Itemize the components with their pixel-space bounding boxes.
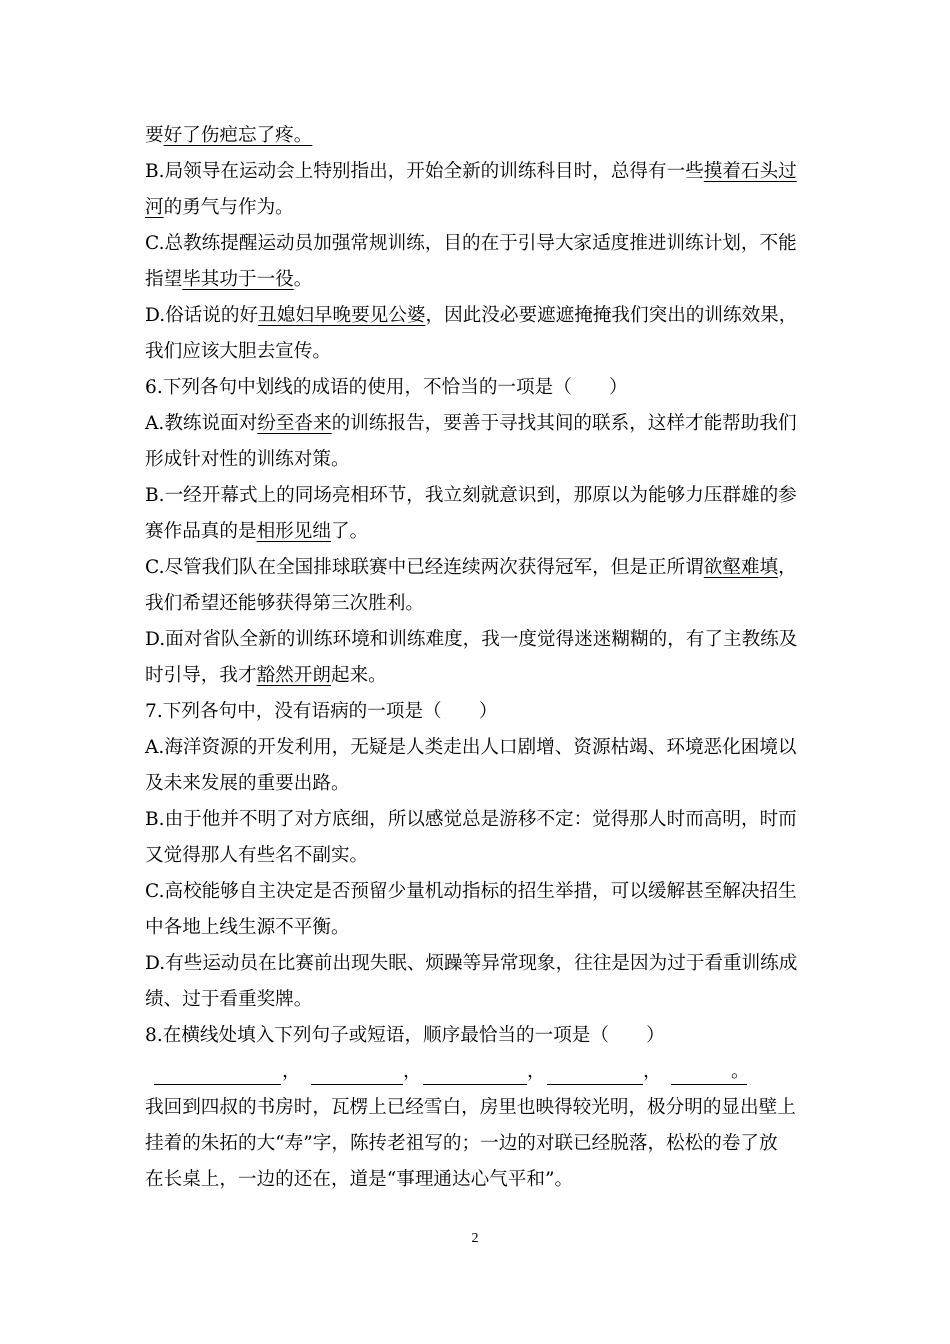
q6-option-a-idiom: 纷至沓来 xyxy=(257,413,332,434)
q6-option-b-text-end: 了。 xyxy=(330,521,369,542)
q5-option-c-line2 xyxy=(145,262,810,298)
q8-passage-line2: 挂着的朱拓的大“寿”字，陈抟老祖写的；一边的对联已经脱落，松松的卷了放 xyxy=(145,1133,778,1154)
q5-option-d-text-cont: ，因此没必要遮遮掩掩我们突出的训练效果， xyxy=(425,305,798,326)
blank-4[interactable] xyxy=(547,1084,643,1085)
q5-option-d-text: D.俗话说的好 xyxy=(145,305,259,326)
q7-stem: 7.下列各句中，没有语病的一项是（ ） xyxy=(145,701,498,722)
q5-option-b-idiom-cont: 河 xyxy=(145,197,164,218)
q6-option-b-line1: B.一经开幕式上的同场亮相环节，我立刻就意识到，那原以为能够力压群雄的参 xyxy=(145,485,797,506)
q8-stem: 8.在横线处填入下列句子或短语，顺序最恰当的一项是（ ） xyxy=(145,1025,665,1046)
q6-option-b-text: 赛作品真的是 xyxy=(145,521,257,542)
q5-option-d-line1 xyxy=(145,298,810,334)
q6-option-d-line2 xyxy=(145,658,810,694)
blank-1-punct: ， xyxy=(282,1061,301,1082)
q6-option-d-text: 时引导，我才 xyxy=(145,665,257,686)
q6-option-a-text-cont: 的训练报告，要善于寻找其间的联系，这样才能帮助我们 xyxy=(331,413,797,434)
q7-option-a-line1: A.海洋资源的开发利用，无疑是人类走出人口剧增、资源枯竭、环境恶化困境以 xyxy=(145,737,797,758)
q7-option-b-line1: B.由于他并不明了对方底细，所以感觉总是游移不定：觉得那人时而高明，时而 xyxy=(145,809,797,830)
q7-option-d-line2: 绩、过于看重奖牌。 xyxy=(145,989,313,1010)
q6-option-d-text-end: 起来。 xyxy=(330,665,387,686)
q7-option-b-line2: 又觉得那人有些名不副实。 xyxy=(145,845,369,866)
q5-option-b-text-cont: 的勇气与作为。 xyxy=(163,197,294,218)
q5-line-continuation xyxy=(145,118,810,154)
q5-option-d-line2: 我们应该大胆去宣传。 xyxy=(145,341,331,362)
blank-2[interactable] xyxy=(311,1084,403,1085)
q6-option-b-line2 xyxy=(145,514,810,550)
q6-stem: 6.下列各句中划线的成语的使用，不恰当的一项是（ ） xyxy=(145,377,628,398)
q5-underlined-idiom: 好了伤疤忘了疼。 xyxy=(163,125,313,146)
q5-option-b-line1 xyxy=(145,154,810,190)
q7-option-d-line1: D.有些运动员在比赛前出现失眠、烦躁等异常现象，往往是因为过于看重训练成 xyxy=(145,953,798,974)
q6-option-d-line1: D.面对省队全新的训练环境和训练难度，我一度觉得迷迷糊糊的，有了主教练及 xyxy=(145,629,798,650)
q6-option-c-line1 xyxy=(145,550,810,586)
q6-option-a-line2: 形成针对性的训练对策。 xyxy=(145,449,350,470)
blank-5-punct: 。 xyxy=(731,1061,750,1082)
q8-fill-blanks xyxy=(145,1054,810,1090)
blank-3-punct: ， xyxy=(527,1061,546,1082)
blank-4-punct: ， xyxy=(643,1061,662,1082)
q7-option-c-line2: 中各地上线生源不平衡。 xyxy=(145,917,350,938)
q6-option-b-idiom: 相形见绌 xyxy=(256,521,331,542)
q6-option-c-text-end: ， xyxy=(778,557,797,578)
q5-option-c-idiom: 毕其功于一役 xyxy=(182,269,294,290)
q5-option-b-line2 xyxy=(145,190,810,226)
q7-option-c-line1: C.高校能够自主决定是否预留少量机动指标的招生举措，可以缓解甚至解决招生 xyxy=(145,881,797,902)
q5-option-c-line1: C.总教练提醒运动员加强常规训练，目的在于引导大家适度推进训练计划，不能 xyxy=(145,233,797,254)
q5-option-b-text: B.局领导在运动会上特别指出，开始全新的训练科目时，总得有一些 xyxy=(145,161,704,182)
q7-option-a-line2: 及未来发展的重要出路。 xyxy=(145,773,350,794)
q6-option-c-idiom: 欲壑难填 xyxy=(703,557,779,578)
q6-option-a-line1 xyxy=(145,406,810,442)
q5-text: 要 xyxy=(145,125,164,146)
q8-passage-line1: 我回到四叔的书房时，瓦楞上已经雪白，房里也映得较光明，极分明的显出壁上 xyxy=(145,1097,796,1118)
q8-passage-line3: 在长桌上，一边的还在，道是“事理通达心气平和”。 xyxy=(145,1169,574,1190)
q5-option-d-idiom: 丑媳妇早晚要见公婆 xyxy=(258,305,426,326)
blank-1[interactable] xyxy=(154,1084,281,1085)
page-number: 2 xyxy=(471,1231,479,1246)
q6-option-a-text: A.教练说面对 xyxy=(145,413,258,434)
q5-option-b-idiom: 摸着石头过 xyxy=(703,161,797,182)
q5-option-c-text: 指望 xyxy=(145,269,183,290)
q6-option-c-text: C.尽管我们队在全国排球联赛中已经连续两次获得冠军，但是正所谓 xyxy=(145,557,704,578)
blank-2-punct: ， xyxy=(403,1061,422,1082)
q5-option-c-text-end: 。 xyxy=(293,269,313,290)
document-body xyxy=(145,118,810,1198)
blank-3[interactable] xyxy=(423,1084,527,1085)
q6-option-c-line2: 我们希望还能够获得第三次胜利。 xyxy=(145,593,424,614)
q6-option-d-idiom: 豁然开朗 xyxy=(256,665,331,686)
